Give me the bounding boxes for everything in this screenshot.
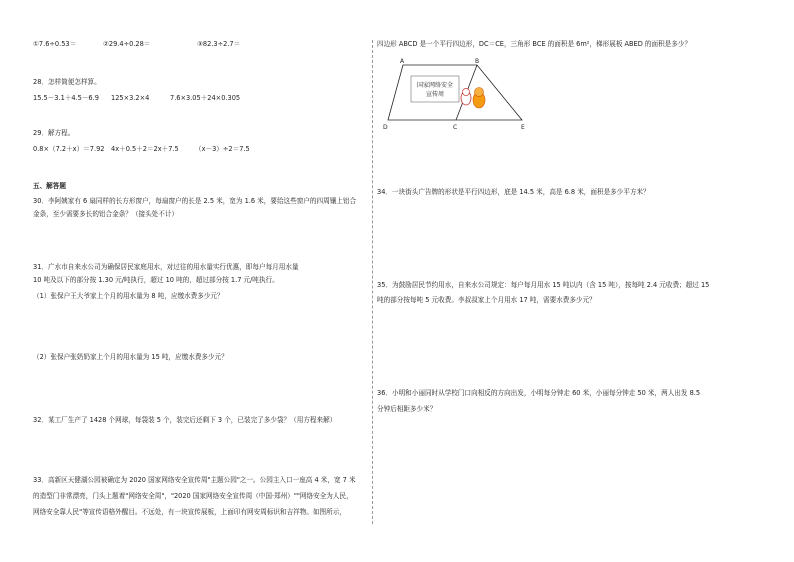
label-B: B (475, 58, 480, 65)
q33-line-1: 33．高新区天健湖公园被确定为 2020 国家网络安全宣传周"主题公园"之一。公园主入口一座高 4 米，宽 7 米 (33, 476, 356, 484)
label-A: A (400, 58, 405, 65)
q30-line-2: 金条，至少需要多长的铝合金条？（接头处不计） (33, 210, 179, 218)
q33-continuation: 四边形 ABCD 是一个平行四边形，DC＝CE，三角形 BCE 的面积是 6m²，梯形展板 ABED 的面积是多少？ (377, 40, 692, 48)
q27-option-3: ③82.3÷2.7＝ (197, 40, 241, 48)
q35-line-1: 35．为鼓励居民节约用水，自来水公司规定：每户每月用水 15 吨以内（含 15 吨），按每吨 2.4 元收费；超过 15 (377, 281, 710, 289)
q30-line-1: 30．李阿姨家有 6 扇同样的长方形窗户，每扇窗户的长是 2.5 米，宽为 1.6 米，要给这些窗户的四周镶上铝合 (33, 197, 357, 205)
q29-item-3: （x－3）÷2＝7.5 (195, 145, 250, 153)
q36-line-2: 分钟后相距多少米？ (377, 405, 437, 413)
label-C: C (453, 124, 458, 131)
q32-text: 32．某工厂生产了 1428 个网球，每袋装 5 个，装完后还剩下 3 个，已装完了多少袋？（用方程来解） (33, 416, 337, 424)
q33-line-2: 的造型门非常漂亮，门头上题着"网络安全周"，"2020 国家网络安全宣传周（中国·郑州）""网络安全为人民， (33, 492, 353, 500)
q28-item-2: 125×3.2×4 (111, 94, 150, 102)
q27-option-2: ②29.4÷0.28＝ (103, 40, 151, 48)
q31-sub-1: （1）张保户王大爷家上个月的用水量为 8 吨，应缴水费多少元？ (33, 292, 224, 300)
section-5-heading: 五、解答题 (33, 182, 66, 190)
q28-item-1: 15.5－3.1＋4.5－6.9 (33, 94, 99, 102)
q29-title: 29．解方程。 (33, 129, 75, 137)
q29-item-1: 0.8×（7.2＋x）＝7.92 (33, 145, 105, 153)
board-text-line-1: 国家网络安全 (416, 82, 454, 89)
column-divider (372, 40, 373, 524)
q28-item-3: 7.6×3.05＋24×0.305 (170, 94, 241, 102)
q35-line-2: 吨的部分按每吨 5 元收费。李叔叔家上个月用水 17 吨，需要水费多少元？ (377, 296, 596, 304)
q28-title: 28．怎样简便怎样算。 (33, 78, 101, 86)
q33-line-3: 网络安全靠人民"等宣传语格外醒目。不远处，有一块宣传展板，上面印有网安周标识和吉祥物。如图所示， (33, 508, 346, 516)
label-E: E (521, 124, 525, 131)
label-D: D (383, 124, 388, 131)
q29-item-2: 4x＋0.5＋2＝2x＋7.5 (111, 145, 179, 153)
q27-option-1: ①7.6÷0.53＝ (33, 40, 77, 48)
board-text-line-2: 宣传周 (425, 91, 445, 98)
q36-line-1: 36．小明和小丽同时从学校门口向相反的方向出发，小明每分钟走 60 米，小丽每分钟走 50 米，两人出发 8.5 (377, 389, 701, 397)
mascot-tiger-icon (473, 88, 485, 109)
board-outline (411, 76, 459, 102)
trapezoid-figure (380, 56, 540, 136)
q31-line-1: 31．广水市自来水公司为确保居民家庭用水，对过往的用水量实行优惠，即每户每月用水量 (33, 263, 299, 271)
q34-text: 34．一块街头广告牌的形状是平行四边形，底是 14.5 米，高是 6.8 米，面积是多少平方米？ (377, 188, 650, 196)
mascot-cow-icon (461, 89, 471, 106)
q31-sub-2: （2）张保户张奶奶家上个月的用水量为 15 吨，应缴水费多少元？ (33, 353, 228, 361)
q31-line-2: 10 吨及以下的部分按 1.30 元/吨执行，超过 10 吨的，超过部分按 1.7 元/吨执行。 (33, 276, 279, 284)
